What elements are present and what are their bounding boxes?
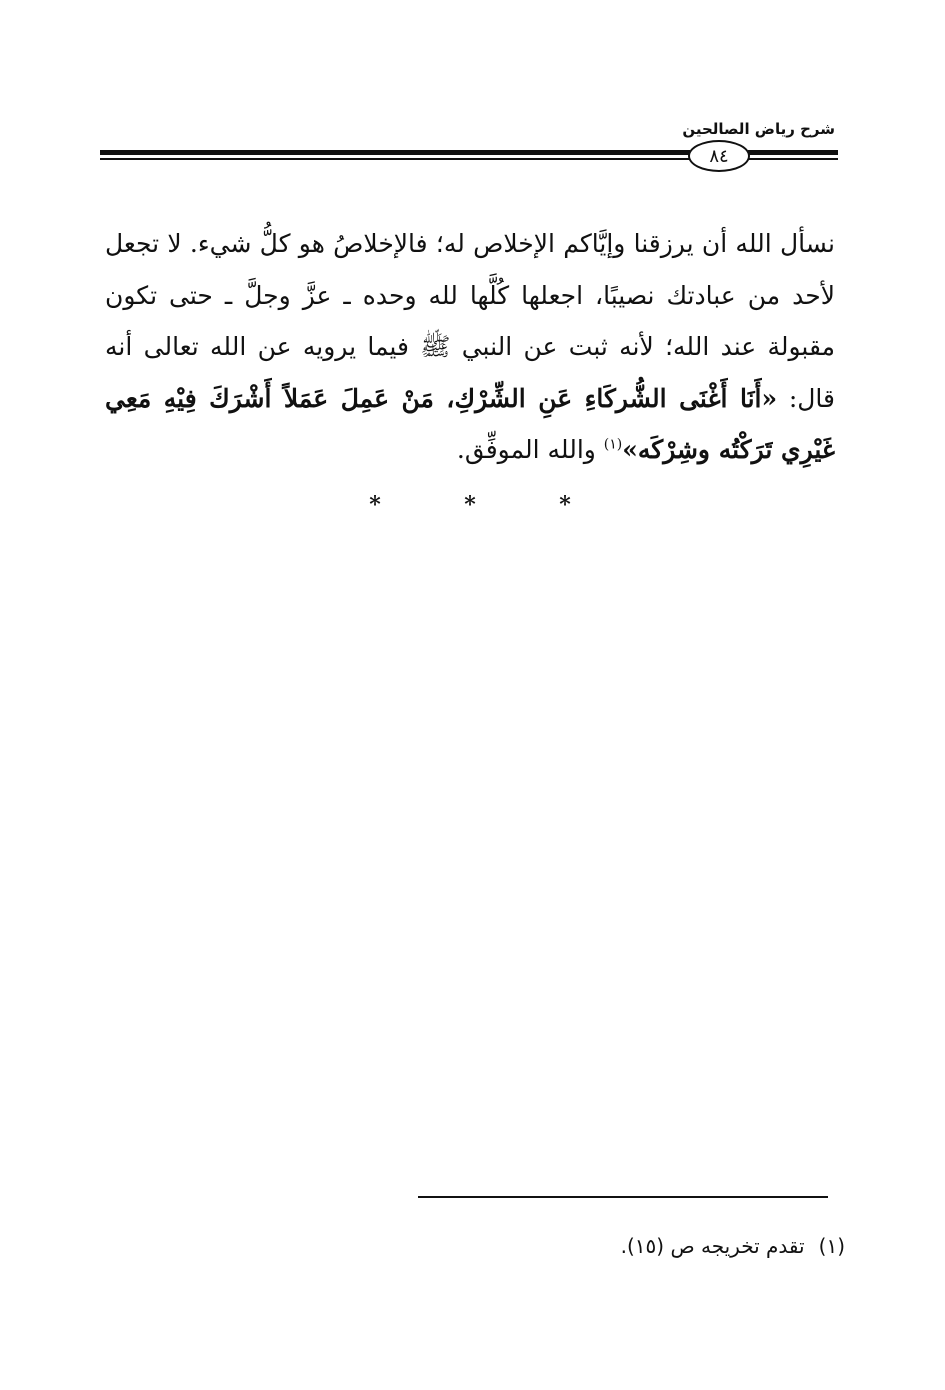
intro-text: نسأل الله أن يرزقنا وإيَّاكم الإخلاص له؛ فالإخلاصُ هو كلُّ شيء. لا تجعل لأحد من عبادتك نصيبًا، اجعلها كُلَّها لله وحده ـ عزَّ وجلَّ ـ حتى تكون مقبولة عند الله؛ لأنه ثبت عن النبي ﷺ فيما يرويه عن الله تعالى أنه قال: bbox=[105, 229, 835, 413]
main-paragraph bbox=[105, 218, 835, 476]
separator-asterisk: * bbox=[369, 492, 381, 518]
book-title: شرح رياض الصالحين bbox=[682, 120, 835, 138]
separator-asterisk: * bbox=[559, 492, 571, 518]
section-separator bbox=[360, 492, 580, 518]
footnote bbox=[621, 1234, 845, 1258]
page-number: ٨٤ bbox=[709, 145, 729, 167]
footnote-reference[interactable]: (١) bbox=[603, 436, 623, 453]
footnote-divider bbox=[418, 1196, 828, 1198]
page-number-badge bbox=[688, 140, 750, 172]
header-rule-left bbox=[100, 150, 690, 164]
footnote-text: تقدم تخريجه ص (١٥). bbox=[620, 1234, 805, 1258]
hadith-quote: «أَنَا أَغْنَى الشُّركَاءِ عَنِ الشِّرْكِ، مَنْ عَمِلَ عَمَلاً أَشْرَكَ فِيْهِ مَعِي غَيْرِي تَرَكْتُه وشِرْكَه» bbox=[105, 383, 835, 464]
separator-asterisk: * bbox=[464, 492, 476, 518]
closing-text: والله الموفِّق. bbox=[456, 435, 604, 464]
header-rule-right bbox=[748, 150, 838, 164]
footnote-number: (١) bbox=[818, 1234, 845, 1258]
